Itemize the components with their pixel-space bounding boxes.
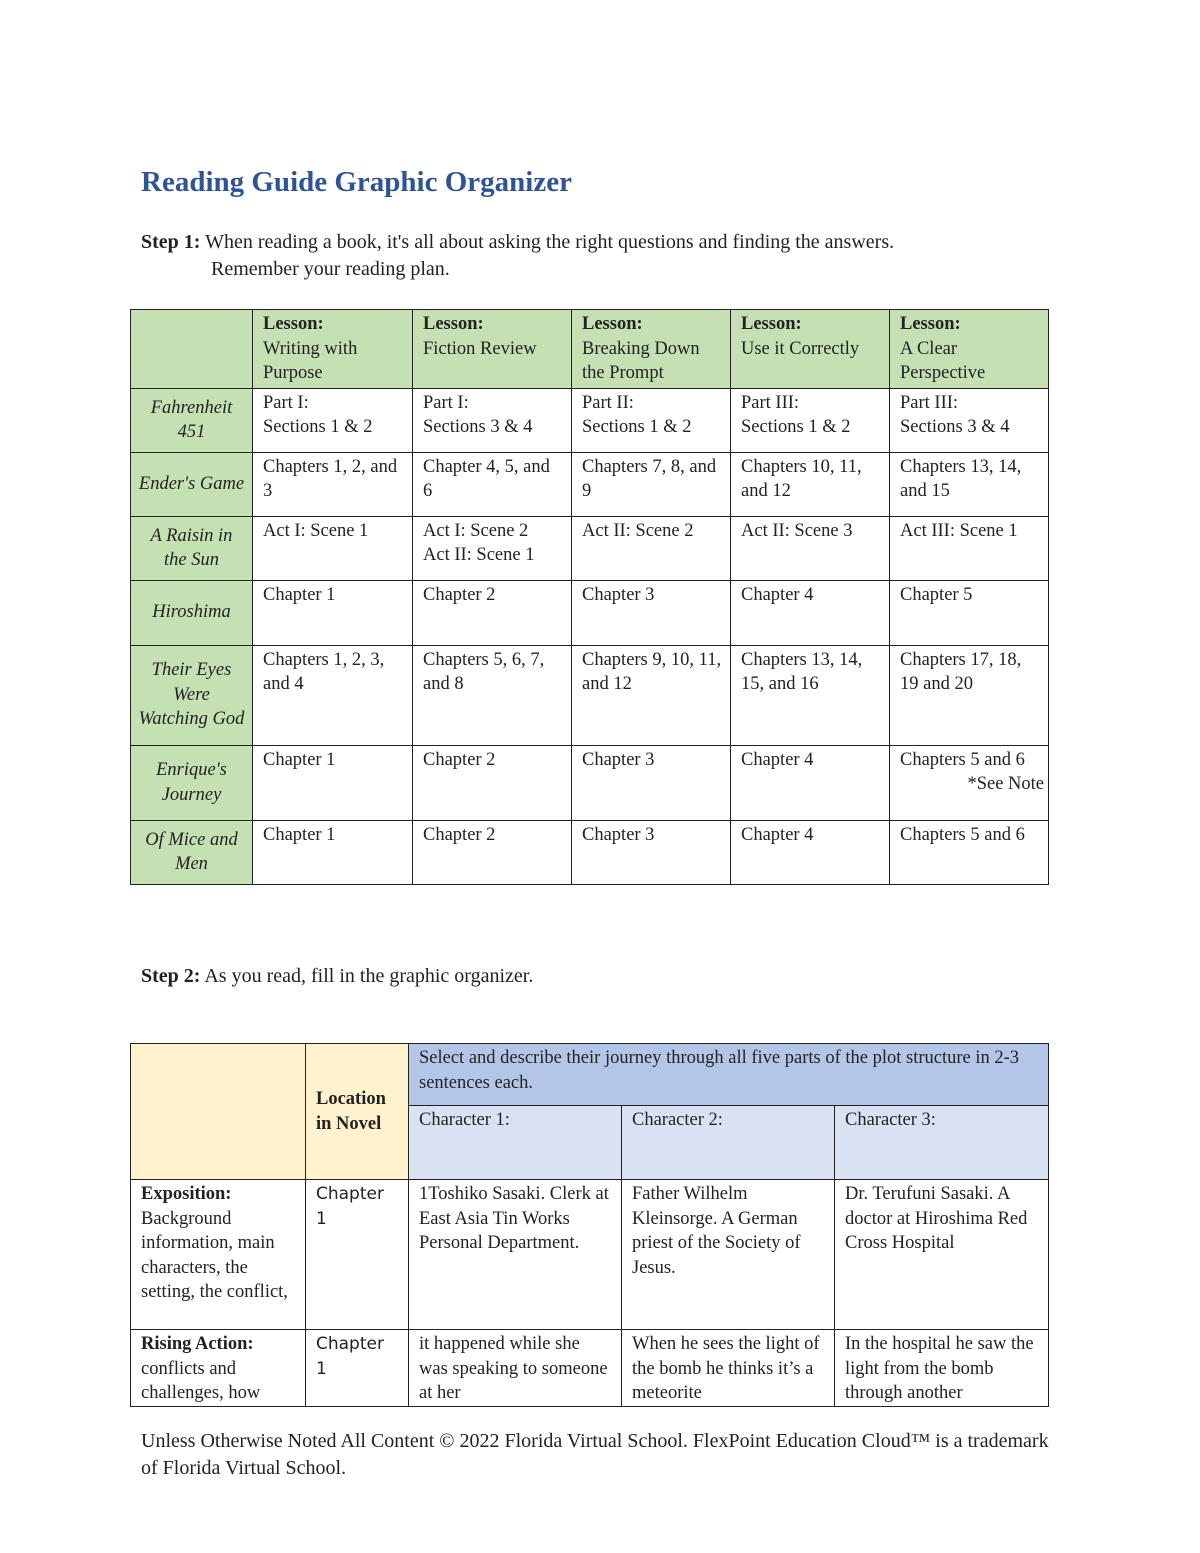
page-title: Reading Guide Graphic Organizer [141,166,572,198]
reading-assignment: Chapter 4 [731,745,890,820]
character-entry[interactable]: 1Toshiko Sasaki. Clerk at East Asia Tin Works Personal Department. [409,1180,622,1330]
table-row [131,645,1049,745]
character-entry[interactable]: Father Wilhelm Kleinsorge. A German priest of the Society of Jesus. [622,1180,835,1330]
reading-assignment: Part I: Sections 1 & 2 [253,388,413,452]
character-header: Character 1: [409,1106,622,1180]
book-title: Their Eyes Were Watching God [131,645,253,745]
book-title: Fahrenheit 451 [131,388,253,452]
reading-assignment: Chapters 7, 8, and 9 [572,452,731,516]
table-row [131,580,1049,645]
reading-assignment: Chapters 1, 2, 3, and 4 [253,645,413,745]
reading-plan-table [130,309,1049,885]
character-entry[interactable]: Dr. Terufuni Sasaki. A doctor at Hiroshima Red Cross Hospital [835,1180,1049,1330]
plot-stage-name: Exposition: [141,1184,232,1204]
plot-stage [131,1330,306,1407]
character-header: Character 3: [835,1106,1049,1180]
plot-stage [131,1180,306,1330]
reading-assignment: Chapter 3 [572,820,731,884]
reading-assignment [890,745,1049,820]
organizer-prompt: Select and describe their journey through all five parts of the plot structure in 2-3 sentences each. [409,1044,1049,1106]
step-1-label: Step 1: [141,231,201,253]
plot-stage-name: Rising Action: [141,1334,254,1354]
lesson-header: Lesson: A Clear Perspective [890,310,1049,389]
book-title: Enrique's Journey [131,745,253,820]
step-1-instructions [141,229,894,283]
reading-assignment: Chapter 3 [572,580,731,645]
reading-assignment: Chapter 2 [413,745,572,820]
reading-assignment: Chapters 13, 14, and 15 [890,452,1049,516]
reading-assignment: Chapter 4 [731,580,890,645]
reading-assignment: Chapters 17, 18, 19 and 20 [890,645,1049,745]
table-row [131,1330,1049,1407]
character-header: Character 2: [622,1106,835,1180]
reading-assignment: Chapters 5, 6, 7, and 8 [413,645,572,745]
lesson-header: Lesson: Fiction Review [413,310,572,389]
reading-assignment: Chapter 4, 5, and 6 [413,452,572,516]
step-2-label: Step 2: [141,965,201,987]
character-entry[interactable]: it happened while she was speaking to someone at her [409,1330,622,1407]
reading-assignment: Act II: Scene 2 [572,516,731,580]
lesson-header: Lesson: Writing with Purpose [253,310,413,389]
location-cell[interactable]: Chapter 1 [306,1180,409,1330]
reading-assignment: Part III: Sections 3 & 4 [890,388,1049,452]
reading-assignment: Part I: Sections 3 & 4 [413,388,572,452]
reading-assignment: Chapter 2 [413,580,572,645]
character-entry[interactable]: When he sees the light of the bomb he thinks it’s a meteorite [622,1330,835,1407]
lesson-header: Lesson: Use it Correctly [731,310,890,389]
table-row [131,745,1049,820]
reading-assignment: Act II: Scene 3 [731,516,890,580]
step-1-text-line2: Remember your reading plan. [211,258,450,280]
reading-assignment: Chapters 13, 14, 15, and 16 [731,645,890,745]
reading-assignment: Chapter 1 [253,820,413,884]
reading-assignment: Chapters 5 and 6 [890,820,1049,884]
reading-assignment: Act III: Scene 1 [890,516,1049,580]
table-row [131,388,1049,452]
reading-assignment: Part III: Sections 1 & 2 [731,388,890,452]
table-row [131,452,1049,516]
reading-assignment: Chapters 1, 2, and 3 [253,452,413,516]
book-title: Hiroshima [131,580,253,645]
plot-stage-description: Background information, main characters, the setting, the conflict, [141,1208,288,1302]
step-2-instructions [141,963,533,990]
reading-assignment: Chapters 10, 11, and 12 [731,452,890,516]
copyright-footer: Unless Otherwise Noted All Content © 2022 Florida Virtual School. FlexPoint Education Cloud™ is a trademark of Florida Virtual School. [141,1430,1049,1479]
book-title: Of Mice and Men [131,820,253,884]
reading-assignment: Chapter 5 [890,580,1049,645]
plan-table-corner [131,310,253,389]
plot-stage-description: conflicts and challenges, how [141,1358,261,1403]
reading-assignment: Part II: Sections 1 & 2 [572,388,731,452]
reading-assignment: Act I: Scene 1 [253,516,413,580]
character-entry[interactable]: In the hospital he saw the light from the bomb through another [835,1330,1049,1407]
reading-assignment: Chapter 4 [731,820,890,884]
step-1-text: When reading a book, it's all about asking the right questions and finding the answers. [205,231,895,253]
book-title: Ender's Game [131,452,253,516]
reading-assignment: Chapter 1 [253,745,413,820]
step-2-text: As you read, fill in the graphic organizer. [204,965,534,987]
location-cell[interactable]: Chapter 1 [306,1330,409,1407]
table-row [131,516,1049,580]
table-row [131,820,1049,884]
reading-assignment: Chapter 1 [253,580,413,645]
reading-assignment: Chapter 3 [572,745,731,820]
book-title: A Raisin in the Sun [131,516,253,580]
lesson-header: Lesson: Breaking Down the Prompt [572,310,731,389]
see-note: *See Note [967,774,1044,794]
reading-assignment-text: Chapters 5 and 6 [900,749,1025,770]
reading-assignment: Act I: Scene 2 Act II: Scene 1 [413,516,572,580]
reading-assignment: Chapters 9, 10, 11, and 12 [572,645,731,745]
graphic-organizer-table [130,1043,1049,1407]
location-header: Location in Novel [306,1044,409,1180]
organizer-corner [131,1044,306,1180]
table-row [131,1180,1049,1330]
reading-assignment: Chapter 2 [413,820,572,884]
